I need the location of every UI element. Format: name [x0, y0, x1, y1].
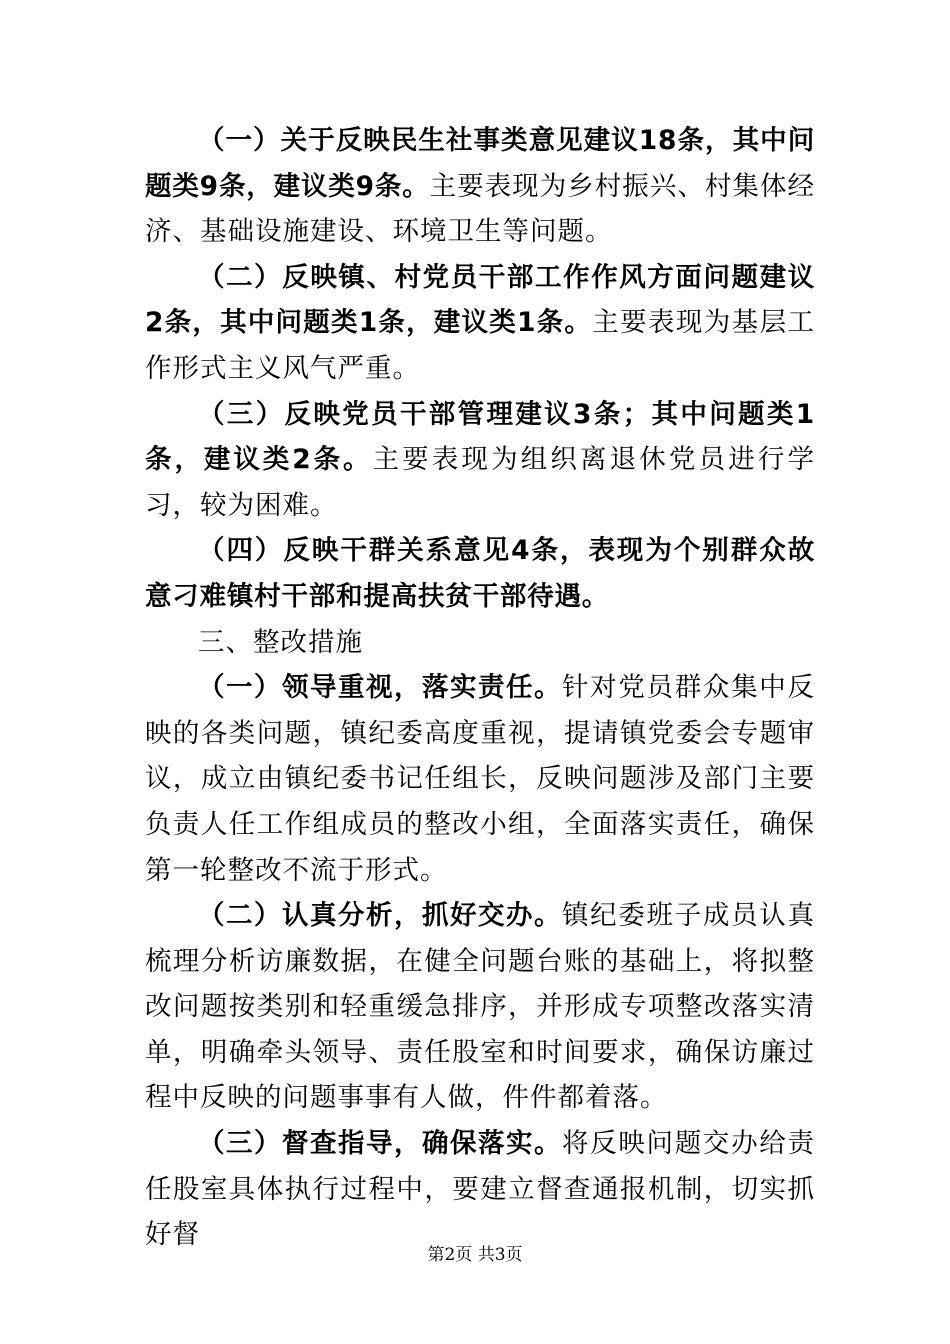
paragraph-1 [145, 118, 815, 255]
measure-lead: （一）领导重视，落实责任。 [198, 672, 562, 704]
section-heading: 三、整改措施 [198, 626, 363, 658]
paragraph-3 [145, 392, 815, 529]
measure-body: 镇纪委班子成员认真梳理分析访廉数据，在健全问题台账的基础上，将拟整改问题按类别和轻重缓急排序，并形成专项整改落实清单，明确牵头领导、责任股室和时间要求，确保访廉过程中反映的问题事事有人做，件件都着落。 [145, 900, 815, 1114]
measure-3 [145, 1121, 815, 1258]
paragraph-lead: （四）反映干群关系意见4条，表现为个别群众故意刁难镇村干部和提高扶贫干部待遇。 [145, 535, 815, 612]
paragraph-2 [145, 255, 815, 392]
paragraph-4 [145, 528, 815, 619]
measure-body: 将反映问题交办给责任股室具体执行过程中，要建立督查通报机制，切实抓好督 [145, 1128, 815, 1251]
measure-2 [145, 893, 815, 1121]
measure-lead: （二）认真分析，抓好交办。 [198, 900, 562, 932]
document-body [145, 118, 815, 1258]
paragraph-body: 主要表现为乡村振兴、村集体经济、基础设施建设、环境卫生等问题。 [145, 170, 816, 248]
paragraph-lead: （二）反映镇、村党员干部工作作风方面问题建议2条，其中问题类1条，建议类1条。 [145, 261, 815, 339]
measure-body: 针对党员群众集中反映的各类问题，镇纪委高度重视，提请镇党委会专题审议，成立由镇纪委书记任组长，反映问题涉及部门主要负责人任工作组成员的整改小组，全面落实责任，确保第一轮整改不流于形式。 [145, 672, 815, 886]
page-number-footer: 第2页 共3页 [427, 1245, 523, 1265]
paragraph-body: 主要表现为基层工作形式主义风气严重。 [145, 307, 816, 384]
paragraph-lead: （一）关于反映民生社事类意见建议18条，其中问题类9条，建议类9条。 [145, 125, 815, 202]
paragraph-lead: （三）反映党员干部管理建议3条；其中问题类1条，建议类2条。 [145, 398, 815, 476]
measure-lead: （三）督查指导，确保落实。 [198, 1128, 562, 1160]
measure-1 [145, 665, 815, 893]
paragraph-body: 主要表现为组织离退休党员进行学习，较为困难。 [145, 444, 816, 521]
